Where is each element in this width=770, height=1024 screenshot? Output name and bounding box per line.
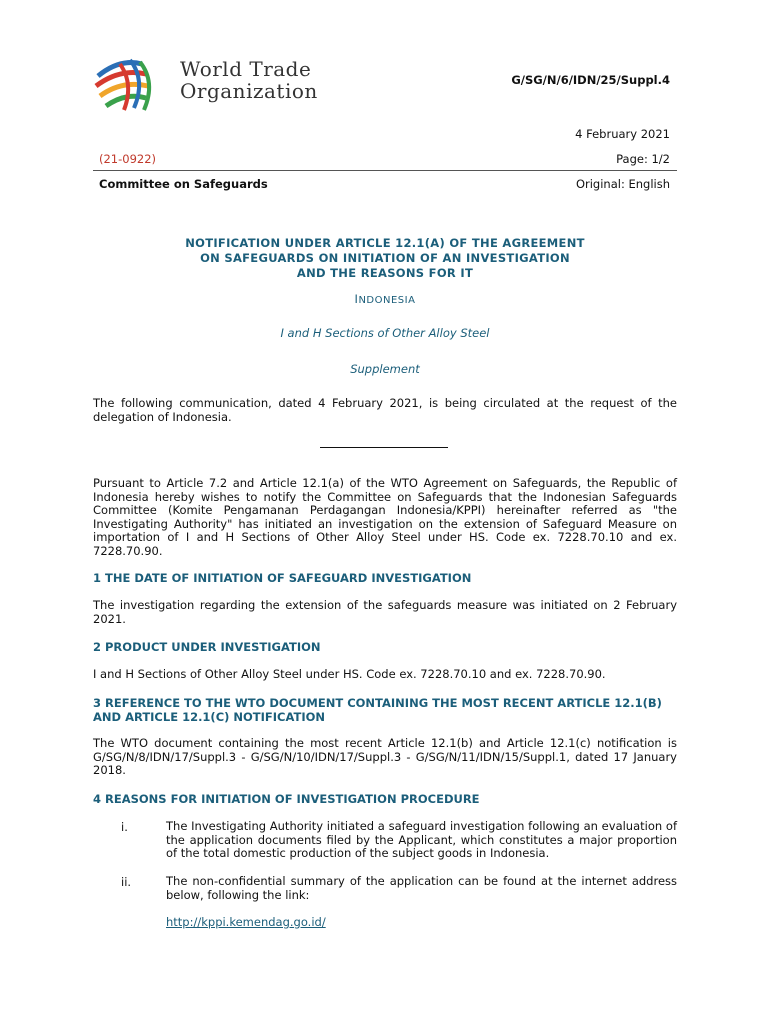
list-item-text: The Investigating Authority initiated a safeguard investigation following an evaluation of the application documents filed by the Applicant, which constitutes a major proportion of the total domestic production of the subject goods in Indonesia.: [166, 819, 677, 861]
document-number: (21-0922): [99, 152, 157, 166]
document-symbol: G/SG/N/6/IDN/25/Suppl.4: [511, 73, 670, 87]
section-3-text: The WTO document containing the most recent Article 12.1(b) and Article 12.1(c) notification is G/SG/N/8/IDN/17/Suppl.3 - G/SG/N/10/IDN/17/Suppl.3 - G/SG/N/11/IDN/15/Suppl.1, dated 17 January 2018.: [93, 736, 677, 778]
list-item-text: The non-confidential summary of the application can be found at the internet address below, following the link:: [166, 874, 677, 902]
country-name: [93, 292, 677, 306]
org-name-line2: Organization: [180, 79, 318, 103]
title-line3: AND THE REASONS FOR IT: [296, 266, 474, 280]
org-name-line1: World Trade: [180, 57, 312, 81]
section-3-heading: 3 REFERENCE TO THE WTO DOCUMENT CONTAINING THE MOST RECENT ARTICLE 12.1(B) AND ARTICLE 12.1(C) NOTIFICATION: [93, 696, 662, 724]
org-name: [180, 58, 318, 102]
section-2-text: I and H Sections of Other Alloy Steel under HS. Code ex. 7228.70.10 and ex. 7228.70.90.: [93, 667, 606, 681]
page-number: Page: 1/2: [616, 152, 670, 166]
intro-paragraph: The following communication, dated 4 February 2021, is being circulated at the request of the delegation of Indonesia.: [93, 396, 677, 424]
header-divider: [93, 170, 677, 171]
supplement-label: Supplement: [350, 362, 420, 376]
committee-name: Committee on Safeguards: [99, 177, 268, 191]
title-line2: ON SAFEGUARDS ON INITIATION OF AN INVESTIGATION: [200, 251, 570, 265]
section-1-text: The investigation regarding the extension of the safeguards measure was initiated on 2 February 2021.: [93, 598, 677, 626]
title-line1: NOTIFICATION UNDER ARTICLE 12.1(A) OF THE AGREEMENT: [185, 236, 585, 250]
list-item-number: ii.: [121, 875, 132, 889]
pursuant-paragraph: Pursuant to Article 7.2 and Article 12.1(a) of the WTO Agreement on Safeguards, the Republic of Indonesia hereby wishes to notify the Committee on Safeguards that the Indonesian Safeguards Committee (Komite Pengamanan Perdagangan Indonesia/KPPI) hereinafter referred as "the Investigating Authority" has initiated an investigation on the extension of Safeguard Measure on importation of I and H Sections of Other Alloy Steel under HS. Code ex. 7228.70.10 and ex. 7228.70.90.: [93, 476, 677, 558]
section-divider: [320, 447, 448, 448]
wto-logo: [90, 56, 350, 116]
original-language: Original: English: [575, 177, 670, 191]
section-1-heading: 1 THE DATE OF INITIATION OF SAFEGUARD INVESTIGATION: [93, 571, 472, 585]
document-date: 4 February 2021: [575, 127, 670, 141]
section-4-heading: 4 REASONS FOR INITIATION OF INVESTIGATION PROCEDURE: [93, 792, 480, 806]
wto-emblem-icon: [90, 56, 176, 116]
section-2-heading: 2 PRODUCT UNDER INVESTIGATION: [93, 640, 321, 654]
country-rest: NDONESIA: [358, 295, 416, 306]
kppi-link[interactable]: http://kppi.kemendag.go.id/: [166, 915, 326, 929]
list-item-number: i.: [121, 820, 128, 834]
country-initial: I: [354, 292, 359, 306]
subject-title: I and H Sections of Other Alloy Steel: [280, 326, 490, 340]
notification-title: [93, 236, 677, 281]
